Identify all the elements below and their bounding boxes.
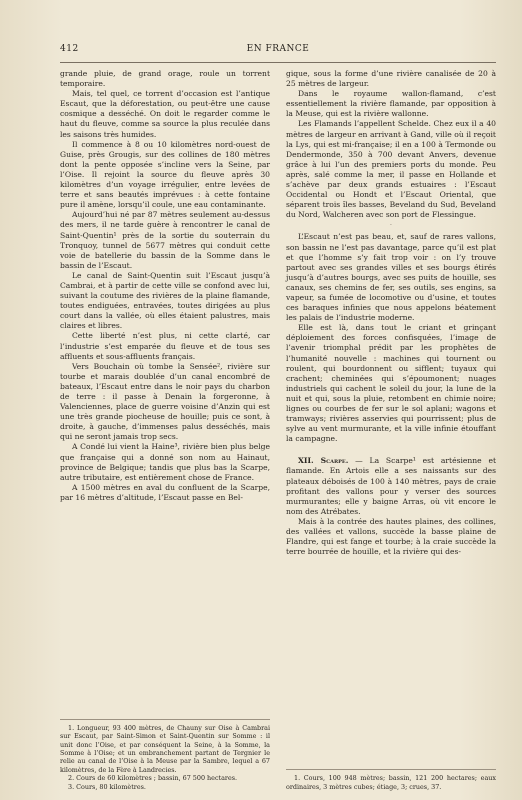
footnote: 2. Cours de 60 kilomètres ; bassin, 67 500 hectares.	[68, 774, 238, 783]
section-heading-scarpe: XII. Scarpe.	[298, 456, 349, 466]
footnote: 3. Cours, 80 kilomètres.	[68, 782, 146, 791]
running-head: EN FRANCE	[246, 44, 310, 54]
section-separator-mark: ·	[390, 222, 392, 230]
page-header	[60, 44, 496, 62]
paragraph: A 1500 mètres en aval du confluent de la Scarpe, par 16 mètres d’altitude, l’Escaut passe en Bel-	[60, 482, 270, 502]
scarpe-paragraph	[286, 456, 496, 517]
paragraph: Cette liberté n’est plus, ni cette clarté, car l’industrie s’est emparée du fleuve et de tous ses affluents et sous-affluents français.	[60, 331, 270, 361]
left-footnotes	[60, 719, 270, 791]
paragraph: Dans le royaume wallon-flamand, c’est essentiellement la rivière flamande, par opposition à la Meuse, qui est la rivière wallonne.	[286, 89, 496, 119]
right-column	[286, 69, 496, 791]
paragraph: Les Flamands l’appellent Schelde. Chez eux il a 40 mètres de largeur en arrivant à Gand, ville où il reçoit la Lys, qui est mi-française; il en a 100 à Termonde ou Dendermonde, 350 à 700 devant Anvers, devenue grâce à lui l’un des premiers ports du monde. Peu après, salé comme la mer, il passe en Hollande et s’achève par deux grands estuaires : l’Escaut Occidental ou Hondt et l’Escaut Oriental, que séparent trois îles basses, Beveland du Sud, Beveland du Nord, Walcheren avec son port de Flessingue.	[286, 119, 496, 220]
footnote: 1. Longueur, 93 400 mètres, de Chauny sur Oise à Cambrai sur Escaut, par Saint-Simon et Saint-Quentin sur Somme : il unit donc l’Oise, et par conséquent la Seine, à la Somme, la Somme à l’Oise; et un embranchement partant de Tergnier le relie au canal de l’Oise à la Meuse par la Sambre, lequel a 67 kilomètres, de la Fère à Landrecies.	[60, 723, 270, 774]
paragraph: Aujourd’hui né par 87 mètres seulement au-dessus des mers, il ne tarde guère à rencontrer le canal de Saint-Quentin¹ près de la sortie du souterrain du Tronquoy, tunnel de 5677 mètres qui conduit cette voie de batellerie du bassin de la Somme dans le bassin de l’Escaut.	[60, 210, 270, 270]
header-rule	[60, 62, 496, 63]
paragraph: Le canal de Saint-Quentin suit l’Escaut jusqu’à Cambrai, et à partir de cette ville se confond avec lui, suivant la coutume des rivières de la plaine flamande, toutes endiguées, entravées, toutes dirigées au plus court dans la vallée, où elles étaient palustres, mais claires et libres.	[60, 270, 270, 331]
right-footnotes	[286, 769, 496, 791]
text-columns	[60, 69, 496, 791]
paragraph: A Condé lui vient la Haine³, rivière bien plus belge que française qui a donné son nom au Hainaut, province de Belgique; tandis que plus bas la Scarpe, autre tributaire, est entièrement chose de France.	[60, 442, 270, 482]
paragraph: Il commence à 8 ou 10 kilomètres nord-ouest de Guise, près Grougis, sur des collines de 180 mètres dont la pente opposée s’incline vers la Seine, par l’Oise. Il rejoint la source du fleuve après 30 kilomètres d’un voyage irrégulier, entre levées de terre et sans beautés imprévues : à cette fontaine pure il amène, lorsqu’il coule, une eau contaminante.	[60, 139, 270, 210]
paragraph: Mais à la contrée des hautes plaines, des collines, des vallées et vallons, succède la basse plaine de Flandre, qui est fange et tourbe; à la craie succède la terre bourrée de houille, et la rivière qui des-	[286, 516, 496, 557]
right-column-body	[286, 69, 496, 769]
paragraph: Mais, tel quel, ce torrent d’occasion est l’antique Escaut, que la déforestation, ou peut-être une cause cosmique a desséché. On doit le regarder comme le haut du fleuve, comme sa source la plus reculée dans les saisons très humides.	[60, 89, 270, 139]
left-column-body	[60, 69, 270, 719]
scarpe-paragraph-text: — La Scarpe¹ est artésienne et flamande. En Artois elle a ses naissants sur des plateaux déboisés de 100 à 140 mètres, pays de craie profitant des vallons pour y verser des sources murmurantes; elle y baigne Arras, où vit encore le nom des Atrébates.	[286, 456, 497, 516]
footnote: 1. Cours, 100 948 mètres; bassin, 121 200 hectares; eaux ordinaires, 3 mètres cubes; étiage, 3; crues, 37.	[286, 774, 496, 791]
paragraph: Elle est là, dans tout le criant et grinçant déploiement des forces confisquées, l’image de l’avenir triomphal prédit par les prophètes de l’humanité nouvelle : machines qui tournent ou roulent, qui bourdonnent ou sifflent; tuyaux qui crachent; cheminées qui s’époumonent; nuages industriels qui cachent le soleil du jour, la lune de la nuit et qui, sous la pluie, retombent en chimie noire; lignes ou courbes de fer sur le sol aplani; wagons et tramways; rivières asservies qui pourrissent; plus de sylve au vent murmurante, et la ville infinie étouffant la campagne.	[286, 323, 496, 444]
left-column	[60, 69, 270, 791]
paragraph: L’Escaut n’est pas beau, et, sauf de rares vallons, son bassin ne l’est pas davantage, parce qu’il est plat et que l’homme s’y fait trop voir : on l’y trouve partout avec ses grandes villes et ses bourgs étirés jusqu’à d’autres bourgs, avec ses puits de houille, ses canaux, ses chemins de fer, ses outils, ses engins, sa vapeur, sa fumée de locomotive ou d’usine, et toutes ces baraques infinies que nous appelons béatement les palais de l’industrie moderne.	[286, 232, 496, 323]
paragraph: Vers Bouchain où tombe la Sensée², rivière sur tourbe et marais doublée d’un canal encombré de bateaux, l’Escaut entre dans le noir pays du charbon de terre : il passe à Denain la forgeronne, à Valenciennes, place de guerre voisine d’Anzin qui est une très grande piocheuse de houille; puis ce sont, à droite, à gauche, d’immenses palus desséchés, mais qui ne seront jamais trop secs.	[60, 361, 270, 442]
page-number: 412	[60, 44, 79, 54]
paragraph: grande pluie, de grand orage, roule un torrent temporaire.	[60, 69, 270, 89]
paragraph: gique, sous la forme d’une rivière canalisée de 20 à 25 mètres de largeur.	[286, 69, 496, 89]
